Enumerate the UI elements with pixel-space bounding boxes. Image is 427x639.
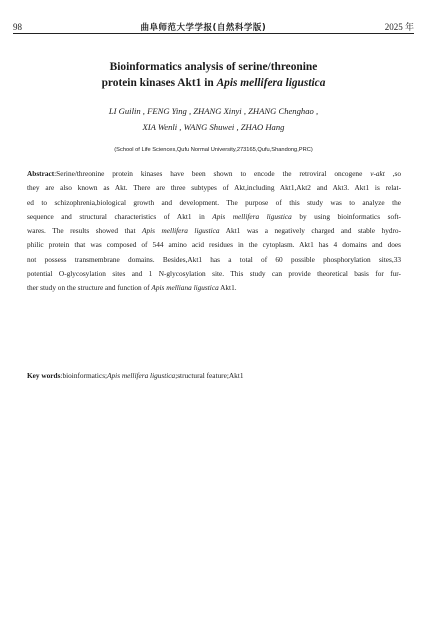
abstract-line: ed to schizophrenia,biological growth and development. The purpose of this study was to analyze the xyxy=(27,197,401,207)
abstract-text: by using bioinformatics soft- xyxy=(291,211,401,221)
affiliation: (School of Life Sciences,Qufu Normal University,273165,Qufu,Shandong,PRC) xyxy=(114,147,313,153)
header-rule xyxy=(13,33,414,34)
abstract-species: Apis melliana ligustica xyxy=(151,283,219,293)
abstract-text: Akt1 was a negatively charged and stable hydro- xyxy=(219,226,401,236)
paper-title xyxy=(20,60,407,91)
abstract-text: sequence and structural characteristics of Akt1 in xyxy=(27,211,213,221)
running-header xyxy=(13,20,414,33)
abstract xyxy=(27,167,401,296)
abstract-gene: v-akt xyxy=(370,169,385,178)
keywords-text: ;structural feature;Akt1 xyxy=(175,371,244,380)
abstract-line xyxy=(27,281,401,295)
title-species: Apis mellifera ligustica xyxy=(216,76,326,89)
title-line-2-text: protein kinases Akt1 in xyxy=(101,76,217,89)
abstract-text: ,so xyxy=(384,169,401,178)
abstract-line: philic protein that was composed of 544 amino acid residues in the cytoplasm. Akt1 has 4 domains and does xyxy=(27,240,401,250)
abstract-species: Apis mellifera ligustica xyxy=(212,211,292,221)
abstract-text: wares. The results showed that xyxy=(27,226,143,236)
abstract-line xyxy=(27,167,401,181)
page-number: 98 xyxy=(13,21,22,32)
journal-name: 曲阜师范大学学报(自然科学版) xyxy=(140,22,267,33)
abstract-line xyxy=(27,224,401,238)
abstract-line: they are also known as Akt. There are three subtypes of Akt,including Akt1,Akt2 and Akt3. Akt1 is relat- xyxy=(27,183,401,193)
keywords xyxy=(27,369,401,383)
authors-line-1: LI Guilin , FENG Ying , ZHANG Xinyi , ZHANG Chenghao , xyxy=(108,106,319,116)
keywords-text: :bioinformatics; xyxy=(60,371,108,380)
publication-year: 2025 年 xyxy=(384,22,414,32)
keywords-label: Key words xyxy=(27,371,61,380)
authors-line-2: XIA Wenli , WANG Shuwei , ZHAO Hang xyxy=(142,122,285,132)
abstract-line xyxy=(27,210,401,224)
abstract-species: Apis mellifera ligustica xyxy=(142,226,220,236)
abstract-line: potential O-glycosylation sites and 1 N-glycosylation site. This study can provide theoretical basis for fur- xyxy=(27,269,401,279)
abstract-line: not possess transmembrane domains. Besides,Akt1 has a total of 60 possible phosphorylation sites,33 xyxy=(27,254,401,264)
abstract-text: Akt1. xyxy=(218,283,237,293)
title-line-1: Bioinformatics analysis of serine/threonine xyxy=(109,61,318,73)
abstract-label: Abstract xyxy=(27,169,55,178)
title-line-2 xyxy=(20,76,407,92)
abstract-text: ther study on the structure and function of xyxy=(27,283,152,293)
author-list xyxy=(20,103,407,135)
abstract-text: :Serine/threonine protein kinases have been shown to encode the retroviral oncogene xyxy=(54,169,371,178)
keywords-species: Apis mellifera ligustica xyxy=(107,371,176,380)
